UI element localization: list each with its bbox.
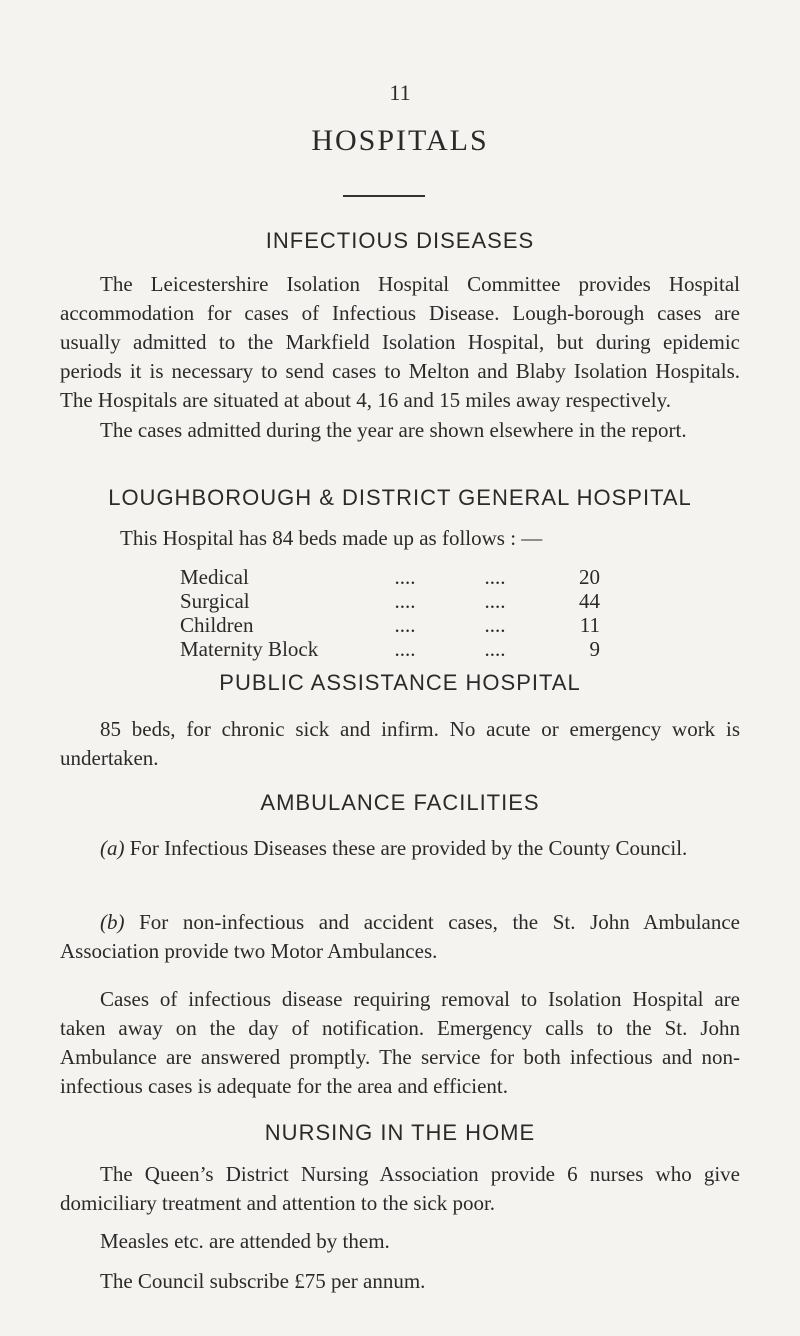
bed-leader: .... bbox=[394, 565, 416, 589]
ambulance-item-b bbox=[60, 908, 740, 966]
beds-table bbox=[180, 565, 600, 661]
title-rule bbox=[343, 195, 425, 197]
page-title: HOSPITALS bbox=[311, 124, 489, 157]
bed-count: 20 bbox=[579, 565, 600, 589]
bed-label: Surgical bbox=[180, 589, 250, 613]
bed-row bbox=[180, 565, 600, 589]
infectious-paragraph-2: The cases admitted during the year are shown elsewhere in the report. bbox=[100, 418, 687, 442]
nursing-heading: NURSING IN THE HOME bbox=[264, 1120, 536, 1145]
ambulance-paragraph-3: Cases of infectious disease requiring removal to Isolation Hospital are taken away on the day of notification. Emergency calls to the St. John Ambulance are answered promptly. The service for both infectious and non-infectious cases is adequate for the area and efficient. bbox=[60, 987, 740, 1098]
ambulance-heading: AMBULANCE FACILITIES bbox=[260, 790, 540, 815]
bed-label: Children bbox=[180, 613, 254, 637]
bed-leader: .... bbox=[484, 565, 506, 589]
ambulance-b-marker: (b) bbox=[100, 910, 125, 934]
nursing-paragraph-3: The Council subscribe £75 per annum. bbox=[100, 1269, 426, 1293]
bed-row bbox=[180, 637, 600, 661]
nursing-paragraph-1: The Queen’s District Nursing Association provide 6 nurses who give domiciliary treatment and attention to the sick poor. bbox=[60, 1162, 740, 1215]
bed-leader: .... bbox=[484, 613, 506, 637]
general-hospital-intro: This Hospital has 84 beds made up as follows : — bbox=[120, 526, 543, 550]
bed-count: 44 bbox=[579, 589, 600, 613]
public-assistance-heading: PUBLIC ASSISTANCE HOSPITAL bbox=[219, 670, 581, 695]
nursing-paragraph-2: Measles etc. are attended by them. bbox=[100, 1229, 390, 1253]
infectious-diseases-heading: INFECTIOUS DISEASES bbox=[265, 228, 535, 253]
bed-leader: .... bbox=[394, 637, 416, 661]
bed-leader: .... bbox=[394, 589, 416, 613]
bed-leader: .... bbox=[394, 613, 416, 637]
ambulance-b-text: For non-infectious and accident cases, the St. John Ambulance Association provide two Motor Ambulances. bbox=[60, 910, 740, 963]
ambulance-a-marker: (a) bbox=[100, 836, 125, 860]
bed-row bbox=[180, 613, 600, 637]
page-number: 11 bbox=[389, 80, 411, 105]
ambulance-a-text: For Infectious Diseases these are provided by the County Council. bbox=[124, 836, 688, 860]
bed-leader: .... bbox=[484, 637, 506, 661]
bed-row bbox=[180, 589, 600, 613]
public-assistance-paragraph: 85 beds, for chronic sick and infirm. No acute or emergency work is undertaken. bbox=[60, 717, 740, 770]
bed-leader: .... bbox=[484, 589, 506, 613]
infectious-paragraph-1: The Leicestershire Isolation Hospital Committee provides Hospital accommodation for cases of Infectious Disease. Lough-borough cases are usually admitted to the Markfield Isolation Hospital, but during epidemic periods it is necessary to send cases to Melton and Blaby Isolation Hospitals. The Hospitals are situated at about 4, 16 and 15 miles away respectively. bbox=[60, 272, 740, 412]
bed-label: Maternity Block bbox=[180, 637, 319, 661]
bed-count: 9 bbox=[589, 637, 600, 661]
ambulance-item-a bbox=[60, 834, 740, 863]
bed-count: 11 bbox=[579, 613, 600, 637]
bed-label: Medical bbox=[180, 565, 249, 589]
general-hospital-heading: LOUGHBOROUGH & DISTRICT GENERAL HOSPITAL bbox=[108, 485, 692, 510]
